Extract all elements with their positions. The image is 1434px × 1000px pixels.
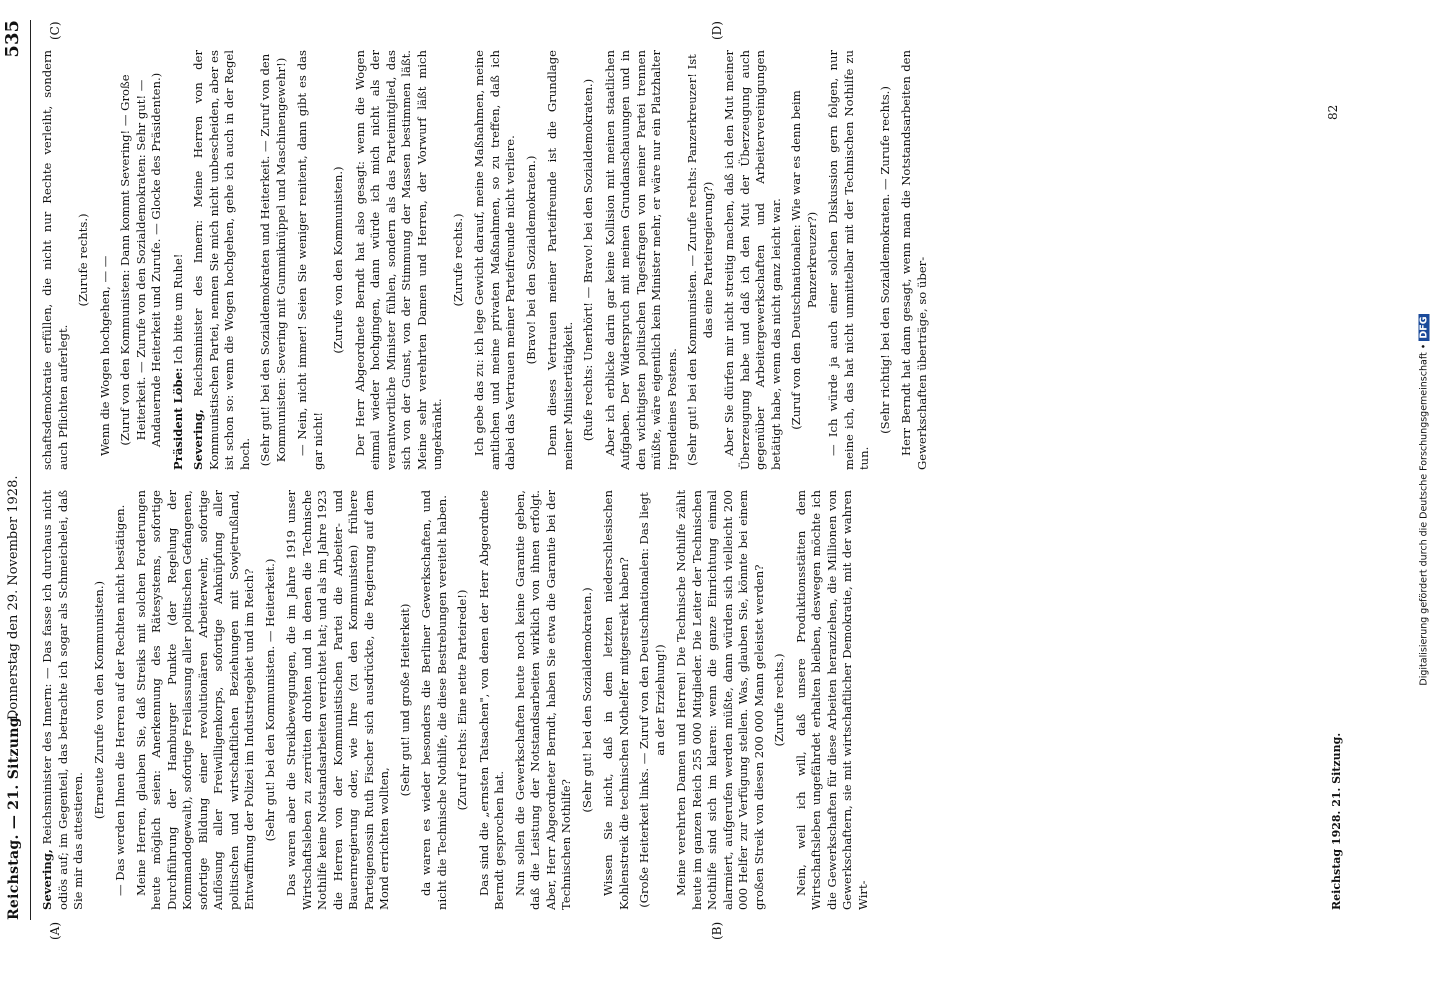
paragraph-text: Denn dieses Vertrauen meiner Parteifreunde ist die Grundlage meiner Ministertätigkeit. (545, 50, 575, 470)
interjection-text: (Zuruf von den Kommunisten: Dann kommt Severing! — Große Heiterkeit. — Zurufe von den Sozialdemokraten: Sehr gut! — Andauernde Heiterkeit und Zurufe. — Glocke des Präsidenten.) (118, 72, 163, 448)
header-rule (30, 20, 31, 920)
paragraph (295, 50, 326, 470)
paragraph-text: Das sind die „ernsten Tatsachen", von denen der Herr Abgeordnete Berndt gesprochen hat. (476, 490, 506, 910)
paragraph-text: Wissen Sie nicht, daß in dem letzten niederschlesischen Kohlenstreik die technischen Nothelfer mitgestreikt haben? (601, 490, 631, 910)
interjection (92, 490, 108, 910)
paragraph (826, 50, 873, 470)
interjection (76, 50, 92, 470)
header-title: Reichstag. — 21. Sitzung. (6, 712, 22, 920)
paragraph (284, 490, 393, 910)
interjection (580, 490, 596, 910)
interjection (451, 50, 467, 470)
side-attribution: Digitalisierung gefördert durch die Deutsche Forschungsgemeinschaft • DFG (1418, 316, 1430, 686)
interjection (789, 50, 820, 470)
paragraph (899, 50, 930, 470)
interjection-text: (Sehr gut! bei den Kommunisten. — Zurufe rechts: Panzerkreuzer! Ist das eine Parteiregierung?) (685, 54, 715, 466)
interjection-text: (Sehr gut! bei den Sozialdemokraten und Heiterkeit. — Zuruf von den Kommunisten: Severing mit Gummiknüppel und Maschinengewehr!) (258, 53, 288, 467)
paragraph-text: Ich bitte um Ruhe! (170, 253, 185, 365)
dfg-logo: DFG (1418, 316, 1430, 339)
interjection (455, 490, 471, 910)
right-column (40, 50, 1340, 470)
paragraph (353, 50, 446, 470)
paragraph-text: Herr Berndt hat dann gesagt, wenn man die Notstandsarbeiten den Gewerkschaften überträge, so über- (899, 50, 929, 470)
interjection-text: (Sehr gut! bei den Sozialdemokraten.) (579, 587, 594, 813)
paragraph-text: Aber ich erblicke darin gar keine Kollision mit meinen staatlichen Aufgaben. Der Widerspruch mit meinen Grundanschauungen und in den wichtigsten politischen Tagesfragen von meiner Partei trennen müßte, wäre eigentlich kein Minister mehr, er wäre nur ein Platzhalter irgendeines Postens. (602, 50, 679, 470)
margin-mark-d: (D) (710, 21, 724, 40)
paragraph (794, 490, 872, 910)
interjection-text: (Sehr gut! bei den Kommunisten. — Heiterkeit.) (262, 558, 277, 842)
page-number: 535 (2, 20, 23, 58)
interjection-text: (Zuruf rechts: Eine nette Parteirede!) (455, 589, 469, 811)
interjection (258, 50, 289, 470)
interjection-text: (Bravo! bei den Sozialdemokraten.) (523, 155, 538, 365)
paragraph-text: — Nein, nicht immer! Seien Sie weniger renitent, dann gibt es das gar nicht! (295, 50, 325, 470)
paragraph (40, 50, 71, 470)
paragraph (171, 50, 187, 470)
interjection-text: (Sehr gut! und große Heiterkeit) (397, 603, 412, 797)
paragraph (472, 50, 519, 470)
paragraph (603, 50, 681, 470)
paragraph (419, 490, 450, 910)
paragraph (601, 490, 632, 910)
interjection (398, 490, 414, 910)
paragraph-text: Meine Herren, glauben Sie, daß Streiks mit solchen Forderungen heute möglich seien: Anerkennung des Rätesystems, sofortige Durchführung der Hamburger Punkte (der Regelung der Kommandogewalt), sofortige Freilassung aller politischen Gefangenen, sofortige Bildung einer revolutionären Arbeiterwehr, sofortige Auflösung aller Freiwilligenkorps, sofortige Anknüpfung aller politischen und wirtschaftlichen Beziehungen mit Sowjetrußland, Entwaffnung der Polizei im Industriegebiet und im Reich? (133, 490, 256, 910)
interjection (772, 490, 788, 910)
paragraph (545, 50, 576, 470)
interjection (581, 50, 597, 470)
interjection-text: (Große Heiterkeit links. — Zuruf von den Deutschnationalen: Das liegt an der Erziehung!) (637, 492, 667, 908)
speaker-name: Severing, (40, 849, 54, 910)
interjection-text: (Zurufe rechts.) (450, 213, 465, 307)
paragraph-text: — Ich würde ja auch einer solchen Diskussion gern folgen, nur meine ich, das hat nicht unmittelbar mit der Technischen Nothilfe zu tun. (826, 50, 871, 470)
interjection (524, 50, 540, 470)
paragraph-text: Nun sollen die Gewerkschaften heute noch keine Garantie geben, daß die Leistung der Notstandsarbeiten wirklich von ihnen erfolgt. Aber, Herr Abgeordneter Berndt, haben Sie etwa die Garantie bei der Technischen Nothilfe? (512, 490, 573, 910)
interjection-text: (Zuruf von den Deutschnationalen: Wie war es denn beim Panzerkreuzer?) (789, 90, 819, 430)
margin-mark-c: (C) (48, 21, 62, 40)
margin-mark-a: (A) (48, 921, 62, 940)
speaker-role: Reichsminister des Innern: (191, 219, 205, 397)
paragraph-text: Der Herr Abgeordnete Berndt hat also gesagt: wenn die Wogen einmal wieder hochgingen, dann würde ich mich nicht als der verantwortliche Minister fühlen, sondern als das Parteimitglied, das sich von der Gunst, von der Stimmung der Massen bestimmen läßt. Meine sehr verehrten Damen und Herren, der Vorwurf läßt mich ungekränkt. (352, 50, 444, 470)
interjection-text: (Sehr richtig! bei den Sozialdemokraten. — Zurufe rechts.) (877, 86, 892, 434)
paragraph-text: — Das werden Ihnen die Herren auf der Rechten nicht bestätigen. (113, 504, 127, 896)
interjection (685, 50, 716, 470)
paragraph-text: Meine verehrten Damen und Herren! Die Technische Nothilfe zählt heute im ganzen Reich 255 000 Mitglieder. Die Leiter der Technischen Nothilfe sind sich im klaren: wenn die ganze Einrichtung einmal alarmiert, aufgerufen werden müßte, dann würden sich vielleicht 200 000 Helfer zur Verfügung stellen. Was, glauben Sie, könnte bei einem großen Streik von diesen 200 000 Mann geleistet werden? (674, 490, 766, 910)
paragraph (40, 490, 87, 910)
speaker-name: Severing, (191, 409, 205, 470)
paragraph-text: Nein, weil ich will, daß unsere Produktionsstätten dem Wirtschaftsleben ungefährdet erhalten bleiben, deswegen möchte ich die Gewerkschaften für diese Arbeiten heranziehen, die Millionen von Gewerkschaftern, sie mit wirtschaftlicher Demokratie, mit der wahren Wirt- (793, 490, 870, 910)
paragraph (98, 50, 114, 470)
interjection-text: (Erneute Zurufe von den Kommunisten.) (91, 580, 106, 820)
interjection (878, 50, 894, 470)
interjection-text: (Zurufe rechts.) (772, 653, 786, 747)
attribution-text: Digitalisierung gefördert durch die Deutsche Forschungsgemeinschaft (1418, 352, 1430, 686)
paragraph (674, 490, 767, 910)
paragraph (191, 50, 253, 470)
footer-session: Reichstag 1928. 21. Sitzung. (1330, 732, 1343, 910)
paragraph-text: Meine Herren von der Kommunistischen Partei, nennen Sie mich nicht unbescheiden, aber es ist schon so: wenn die Wogen hochgehen, gehe ich auch in der Regel hoch. (191, 50, 252, 470)
left-column (40, 490, 1340, 910)
paragraph-text: da waren es wieder besonders die Berliner Gewerkschaften, und nicht die Technische Nothilfe, die diese Bestrebungen vereitelt haben. (419, 490, 449, 910)
sheet-number: 82 (1326, 104, 1340, 120)
interjection (637, 490, 668, 910)
interjection (118, 50, 165, 470)
paragraph-text: Wenn die Wogen hochgehen, — — (97, 255, 112, 456)
paragraph (722, 50, 784, 470)
speaker-role: Reichsminister des Innern: (40, 683, 54, 845)
paragraph-text: — Das fasse ich durchaus nicht odiös auf; im Gegenteil, das betrachte ich sogar als Schmeichelei, daß Sie mir das attestieren. (40, 490, 85, 910)
paragraph-text: schaftsdemokratie erfüllen, die nicht nur Rechte verleiht, sondern auch Pflichten auferlegt. (40, 50, 70, 470)
margin-mark-b: (B) (710, 921, 724, 940)
paragraph (134, 490, 258, 910)
paragraph-text: Ich gebe das zu: ich lege Gewicht darauf, meine Maßnahmen, meine amtlichen und meine privaten Maßnahmen, so zu treffen, daß ich dabei das Vertrauen meiner Parteifreunde nicht verliere. (472, 50, 517, 470)
page-header (0, 0, 34, 1000)
paragraph (113, 490, 129, 910)
header-date: Donnerstag den 29. November 1928. (6, 475, 21, 720)
interjection-text: (Zurufe rechts.) (76, 213, 90, 307)
paragraph (477, 490, 508, 910)
interjection-text: (Rufe rechts: Unerhört! — Bravo! bei den Sozialdemokraten.) (581, 78, 595, 442)
paragraph (513, 490, 575, 910)
interjection (263, 490, 279, 910)
paragraph-text: Aber Sie dürfen mir nicht streitig machen, daß ich den Mut meiner Überzeugung habe und daß ich den Mut der Überzeugung auch gegenüber Arbeitergewerkschaften und Arbeitervereinigungen betätigt habe, wenn das nicht ganz leicht war. (722, 50, 783, 470)
speaker-name: Präsident Löbe: (170, 367, 185, 470)
paragraph-text: Das waren aber die Streikbewegungen, die im Jahre 1919 unser Wirtschaftsleben zu zerrütten drohten und in denen die Technische Nothilfe keine Notstandsarbeiten verrichtet hat; und als im Jahre 1923 die Herren von der Kommunistischen Partei die Arbeiter- und Bauernregierung oder, wie Ihre (zu den Kommunisten) frühere Parteigenossin Ruth Fischer sich ausdrückte, die Regierung auf dem Mond errichten wollten, (284, 490, 391, 910)
interjection (331, 50, 347, 470)
interjection-text: (Zurufe von den Kommunisten.) (331, 166, 345, 354)
